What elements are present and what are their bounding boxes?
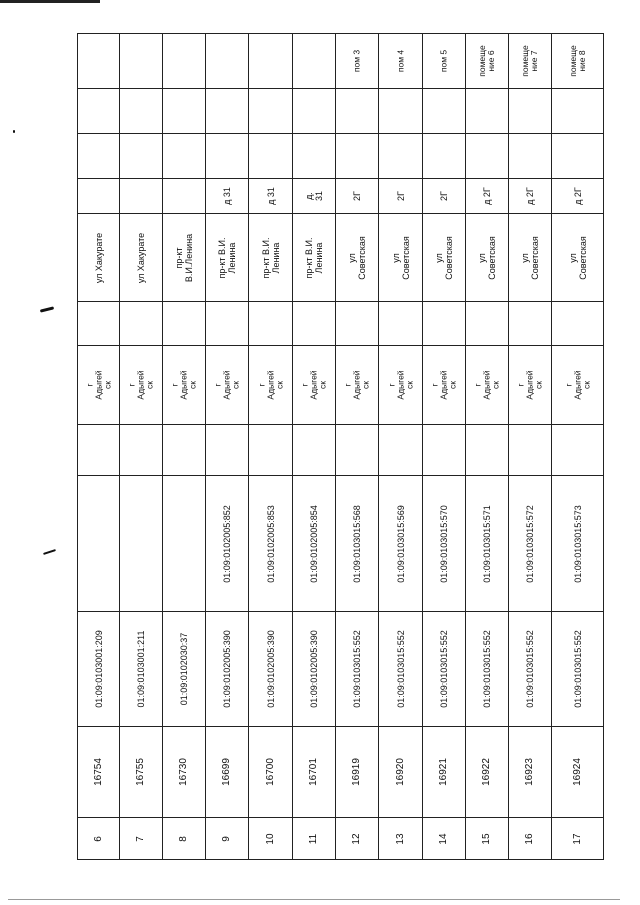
cell-text-street: ул Советская [477, 235, 497, 280]
table-cell [120, 302, 163, 346]
cell-text-cad2: 01:09:0103015:571 [482, 504, 492, 583]
table-cell [78, 346, 120, 425]
table-cell [379, 425, 423, 476]
table-cell [78, 214, 120, 302]
table-cell [466, 302, 509, 346]
cell-text-cad2: 01:09:0103015:568 [352, 504, 362, 583]
table-cell [293, 476, 336, 612]
cell-text-cad2: 01:09:0102005:853 [265, 504, 276, 583]
table-cell [293, 214, 336, 302]
table-cell [120, 818, 163, 860]
table-cell [206, 346, 249, 425]
table-cell [249, 214, 293, 302]
cell-text-cad1: 01:09:0103015:552 [352, 630, 362, 708]
table-cell [379, 727, 423, 818]
table-cell [423, 727, 466, 818]
table-cell [163, 89, 206, 134]
table-cell [509, 89, 552, 134]
table-cell [78, 425, 120, 476]
cell-text-cad1: 01:09:0102005:390 [222, 630, 232, 708]
table-cell [552, 214, 604, 302]
table-cell [293, 302, 336, 346]
table-cell [466, 34, 509, 89]
cell-text-room: пом 5 [438, 49, 449, 73]
cell-text-id: 16700 [264, 758, 276, 786]
table-cell [249, 179, 293, 214]
table-cell [336, 476, 379, 612]
table-cell [336, 612, 379, 727]
table-cell [163, 179, 206, 214]
cell-text-house: д 2Г [572, 187, 583, 205]
cell-text-id: 16922 [481, 758, 492, 786]
cell-text-idx: 10 [264, 832, 276, 845]
cell-text-idx: 15 [481, 832, 492, 845]
table-cell [423, 34, 466, 89]
table-cell [423, 179, 466, 214]
cell-text-cad2: 01:09:0103015:570 [439, 504, 449, 583]
table-cell [552, 179, 604, 214]
table-cell [509, 34, 552, 89]
document-table [77, 33, 604, 860]
table-cell [379, 302, 423, 346]
table-cell [206, 818, 249, 860]
cell-text-city: г Адыгей ск [386, 370, 414, 400]
table-cell [552, 134, 604, 179]
table-cell [379, 476, 423, 612]
table-cell [509, 425, 552, 476]
cell-text-cad2: 01:09:0103015:573 [572, 504, 583, 583]
table-cell [466, 179, 509, 214]
cell-text-house: д 2Г [482, 187, 492, 205]
cell-text-idx: 16 [524, 832, 535, 845]
table-cell [509, 346, 552, 425]
cell-text-street: ул Хакурате [93, 232, 104, 283]
table-cell [163, 818, 206, 860]
cell-text-room: помеще ние 6 [477, 45, 496, 77]
table-band [78, 425, 604, 476]
cell-text-id: 16730 [178, 758, 189, 786]
table-cell [249, 612, 293, 727]
table-cell [78, 476, 120, 612]
cell-text-city: г Адыгей ск [563, 370, 591, 400]
table-cell [466, 818, 509, 860]
cell-text-cad1: 01:09:0103001:209 [93, 630, 104, 708]
cell-text-cad1: 01:09:0103015:552 [482, 630, 492, 708]
cell-text-city: г Адыгей ск [256, 370, 284, 400]
scan-mark [40, 306, 54, 312]
cell-text-city: г Адыгей ск [169, 370, 198, 400]
table-cell [509, 612, 552, 727]
table-cell [509, 214, 552, 302]
table-cell [379, 134, 423, 179]
cell-text-idx: 12 [351, 832, 362, 845]
table-cell [509, 818, 552, 860]
table-cell [509, 302, 552, 346]
table-cell [466, 612, 509, 727]
table-cell [509, 179, 552, 214]
cell-text-house: д 31 [265, 187, 276, 205]
table-cell [552, 346, 604, 425]
cell-text-cad1: 01:09:0103015:552 [395, 630, 406, 708]
cell-text-id: 16920 [394, 758, 406, 786]
cell-text-street: пр-кт В.И. Ленина [304, 236, 324, 279]
table-cell [78, 818, 120, 860]
table-cell [466, 727, 509, 818]
cell-text-city: г Адыгей ск [515, 370, 544, 400]
cell-text-cad1: 01:09:0103015:552 [525, 630, 535, 708]
table-cell [552, 818, 604, 860]
table-cell [78, 179, 120, 214]
table-cell [379, 818, 423, 860]
table-cell [379, 34, 423, 89]
table-cell [206, 302, 249, 346]
table-cell [78, 302, 120, 346]
table-cell [293, 727, 336, 818]
cell-text-city: г Адыгей ск [342, 370, 371, 400]
table-band [78, 302, 604, 346]
cell-text-house: д 31 [222, 187, 232, 205]
table-cell [552, 727, 604, 818]
table-cell [552, 34, 604, 89]
table-cell [206, 179, 249, 214]
table-cell [423, 476, 466, 612]
cell-text-id: 16919 [351, 758, 362, 786]
table-band [78, 214, 604, 302]
cell-text-house: д. 31 [304, 190, 324, 202]
cell-text-city: г Адыгей ск [126, 370, 155, 400]
cell-text-city: г Адыгей ск [299, 370, 328, 400]
table-cell [249, 34, 293, 89]
table-cell [293, 346, 336, 425]
cell-text-city: г Адыгей ск [84, 370, 112, 400]
table-cell [379, 89, 423, 134]
table-cell [163, 425, 206, 476]
cell-text-room: помеще ние 8 [567, 45, 587, 77]
table-cell [120, 425, 163, 476]
table-cell [509, 476, 552, 612]
table-cell [336, 89, 379, 134]
table-cell [423, 612, 466, 727]
table-cell [120, 346, 163, 425]
table-cell [423, 302, 466, 346]
cell-text-cad1: 01:09:0102005:390 [265, 630, 276, 708]
cell-text-cad1: 01:09:0102005:390 [309, 630, 319, 708]
table-cell [423, 425, 466, 476]
table-cell [163, 346, 206, 425]
table-band [78, 179, 604, 214]
table-cell [336, 214, 379, 302]
table-cell [120, 214, 163, 302]
table-cell [206, 727, 249, 818]
table-cell [163, 612, 206, 727]
table-cell [293, 179, 336, 214]
table-cell [163, 302, 206, 346]
table-cell [206, 476, 249, 612]
table-cell [293, 612, 336, 727]
table-cell [293, 818, 336, 860]
cell-text-idx: 9 [221, 835, 232, 842]
table-cell [466, 425, 509, 476]
scan-mark [13, 130, 15, 133]
table-cell [466, 476, 509, 612]
cell-text-street: ул Хакурате [136, 232, 146, 283]
table-cell [78, 727, 120, 818]
cell-text-idx: 11 [308, 833, 319, 844]
cell-text-city: г Адыгей ск [429, 370, 458, 400]
table-cell [78, 612, 120, 727]
cell-text-id: 16755 [135, 758, 146, 786]
table-cell [423, 134, 466, 179]
table-cell [78, 134, 120, 179]
cell-text-id: 16923 [524, 758, 535, 786]
table-cell [249, 818, 293, 860]
table-cell [379, 179, 423, 214]
cell-text-idx: 6 [92, 835, 104, 842]
table-cell [120, 727, 163, 818]
table-cell [163, 727, 206, 818]
table-cell [206, 612, 249, 727]
page-edge-top [0, 0, 100, 3]
table-cell [336, 34, 379, 89]
table-cell [120, 134, 163, 179]
cell-text-room: пом 3 [351, 49, 362, 73]
table-cell [509, 727, 552, 818]
scan-mark [43, 549, 56, 555]
table-cell [120, 476, 163, 612]
cell-text-room: помеще ние 7 [520, 45, 539, 77]
table-cell [466, 89, 509, 134]
table-cell [423, 214, 466, 302]
table-cell [336, 425, 379, 476]
table-cell [552, 89, 604, 134]
table-cell [336, 346, 379, 425]
table-cell [78, 89, 120, 134]
cell-text-city: г Адыгей ск [472, 370, 501, 400]
table-cell [120, 179, 163, 214]
cell-text-idx: 7 [135, 835, 146, 842]
table-band [78, 612, 604, 727]
table-cell [206, 214, 249, 302]
cell-text-street: ул Советская [390, 235, 411, 280]
cell-text-street: пр-кт В.И. Ленина [217, 236, 237, 279]
table-band [78, 134, 604, 179]
table-band [78, 89, 604, 134]
cell-text-idx: 17 [571, 832, 583, 845]
table-cell [249, 346, 293, 425]
cell-text-idx: 14 [438, 832, 449, 845]
table-cell [466, 214, 509, 302]
table-cell [293, 34, 336, 89]
cell-text-id: 16699 [221, 758, 232, 786]
table-cell [379, 346, 423, 425]
table-cell [336, 179, 379, 214]
table-band [78, 346, 604, 425]
cell-text-id: 16921 [438, 758, 449, 786]
table-cell [552, 302, 604, 346]
table-cell [379, 612, 423, 727]
cell-text-cad1: 01:09:0102030:37 [179, 632, 189, 706]
document-table-sheet [77, 33, 603, 845]
cell-text-street: ул Советская [520, 235, 540, 280]
table-cell [78, 34, 120, 89]
cell-text-house: 2Г [395, 191, 406, 201]
table-cell [423, 346, 466, 425]
table-band [78, 476, 604, 612]
table-cell [249, 134, 293, 179]
table-cell [293, 134, 336, 179]
cell-text-house: д 2Г [525, 187, 535, 205]
cell-text-idx: 8 [178, 835, 189, 842]
cell-text-id: 16754 [92, 758, 104, 786]
table-cell [423, 89, 466, 134]
table-cell [206, 89, 249, 134]
cell-text-cad2: 01:09:0103015:569 [395, 504, 406, 583]
table-cell [163, 214, 206, 302]
table-cell [249, 302, 293, 346]
cell-text-street: ул Советская [347, 235, 367, 280]
table-band [78, 818, 604, 860]
table-cell [206, 34, 249, 89]
cell-text-id: 16924 [571, 758, 583, 786]
cell-text-cad2: 01:09:0102005:854 [309, 504, 319, 583]
table-cell [163, 134, 206, 179]
table-cell [466, 346, 509, 425]
table-cell [466, 134, 509, 179]
cell-text-street: пр-кт В.И.Ленина [174, 233, 194, 282]
table-cell [336, 302, 379, 346]
table-cell [206, 134, 249, 179]
table-cell [293, 89, 336, 134]
table-cell [120, 89, 163, 134]
table-cell [249, 476, 293, 612]
cell-text-city: г Адыгей ск [212, 370, 241, 400]
cell-text-cad2: 01:09:0102005:852 [222, 504, 232, 583]
table-cell [120, 612, 163, 727]
cell-text-id: 16701 [308, 758, 319, 786]
table-cell [206, 425, 249, 476]
cell-text-house: 2Г [352, 191, 362, 201]
table-cell [509, 134, 552, 179]
cell-text-room: пом 4 [395, 49, 405, 73]
table-cell [552, 425, 604, 476]
table-cell [293, 425, 336, 476]
cell-text-street: ул Советская [434, 235, 454, 280]
table-cell [423, 818, 466, 860]
cell-text-idx: 13 [394, 832, 406, 845]
cell-text-house: 2Г [439, 191, 449, 201]
table-cell [120, 34, 163, 89]
table-cell [552, 476, 604, 612]
table-cell [379, 214, 423, 302]
cell-text-cad1: 01:09:0103001:211 [136, 630, 146, 708]
cell-text-street: пр-кт В.И. Ленина [260, 236, 281, 279]
table-cell [163, 34, 206, 89]
cell-text-cad2: 01:09:0103015:572 [525, 504, 535, 583]
cell-text-cad1: 01:09:0103015:552 [439, 630, 449, 708]
table-cell [249, 727, 293, 818]
page-edge-bottom [8, 899, 620, 900]
table-band [78, 727, 604, 818]
table-cell [336, 134, 379, 179]
table-cell [552, 612, 604, 727]
cell-text-cad1: 01:09:0103015:552 [572, 630, 583, 708]
table-cell [249, 425, 293, 476]
table-cell [336, 818, 379, 860]
table-cell [336, 727, 379, 818]
table-band [78, 34, 604, 89]
cell-text-street: ул Советская [567, 235, 588, 280]
table-cell [249, 89, 293, 134]
table-cell [163, 476, 206, 612]
